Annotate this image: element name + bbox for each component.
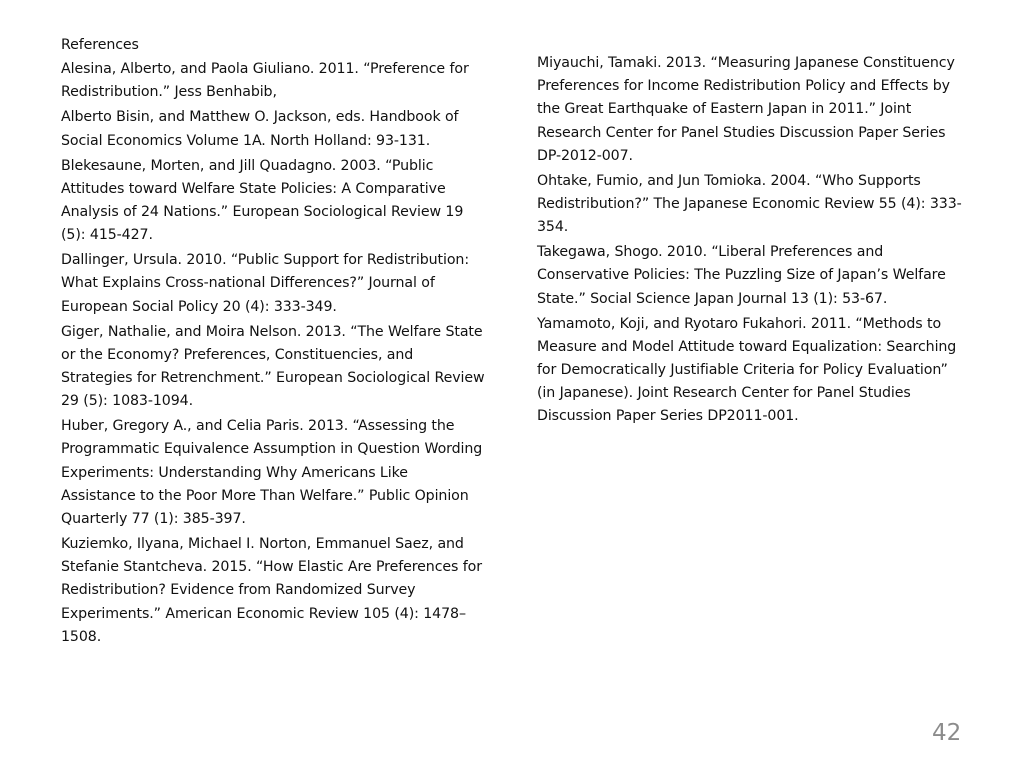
reference-entry: Kuziemko, Ilyana, Michael I. Norton, Emmanuel Saez, and Stefanie Stantcheva. 2015. “How Elastic Are Preferences for Redistribution? Evidence from Randomized Survey Experiments.” American Economic Review 105 (4): 1478–1508.: [61, 536, 482, 645]
page-number: 42: [932, 720, 962, 746]
references-heading: References: [61, 37, 139, 53]
references-right-column: [537, 52, 967, 429]
reference-entry: Miyauchi, Tamaki. 2013. “Measuring Japanese Constituency Preferences for Income Redistribution Policy and Effects by the Great Earthquake of Eastern Japan in 2011.” Joint Research Center for Panel Studies Discussion Paper Series DP-2012-007.: [537, 55, 955, 164]
reference-entry: Dallinger, Ursula. 2010. “Public Support for Redistribution: What Explains Cross-national Differences?” Journal of European Social Policy 20 (4): 333-349.: [61, 252, 470, 315]
reference-entry: Blekesaune, Morten, and Jill Quadagno. 2003. “Public Attitudes toward Welfare State Policies: A Comparative Analysis of 24 Nations.” European Sociological Review 19 (5): 415-427.: [61, 157, 464, 244]
reference-entry: Huber, Gregory A., and Celia Paris. 2013. “Assessing the Programmatic Equivalence Assumption in Question Wording Experiments: Understanding Why Americans Like Assistance to the Poor More Than Welfare.” Public Opinion Quarterly 77 (1): 385-397.: [61, 418, 483, 528]
reference-entry: Takegawa, Shogo. 2010. “Liberal Preferences and Conservative Policies: The Puzzling Size of Japan’s Welfare State.” Social Science Japan Journal 13 (1): 53-67.: [537, 244, 946, 307]
reference-entry: Ohtake, Fumio, and Jun Tomioka. 2004. “Who Supports Redistribution?” The Japanese Economic Review 55 (4): 333-354.: [537, 172, 962, 236]
reference-entry: Alesina, Alberto, and Paola Giuliano. 2011. “Preference for Redistribution.” Jess Benhabib,: [61, 61, 469, 101]
reference-entry: Giger, Nathalie, and Moira Nelson. 2013. “The Welfare State or the Economy? Preferences, Constituencies, and Strategies for Retrenchment.” European Sociological Review 29 (5): 1083-1094.: [61, 323, 485, 410]
references-left-column: [61, 34, 486, 649]
reference-entry: Alberto Bisin, and Matthew O. Jackson, eds. Handbook of Social Economics Volume 1A. North Holland: 93-131.: [61, 109, 459, 149]
reference-entry: Yamamoto, Koji, and Ryotaro Fukahori. 2011. “Methods to Measure and Model Attitude toward Equalization: Searching for Democratically Justifiable Criteria for Policy Evaluation” (in Japanese). Joint Research Center for Panel Studies Discussion Paper Series DP2011-001.: [537, 315, 957, 425]
